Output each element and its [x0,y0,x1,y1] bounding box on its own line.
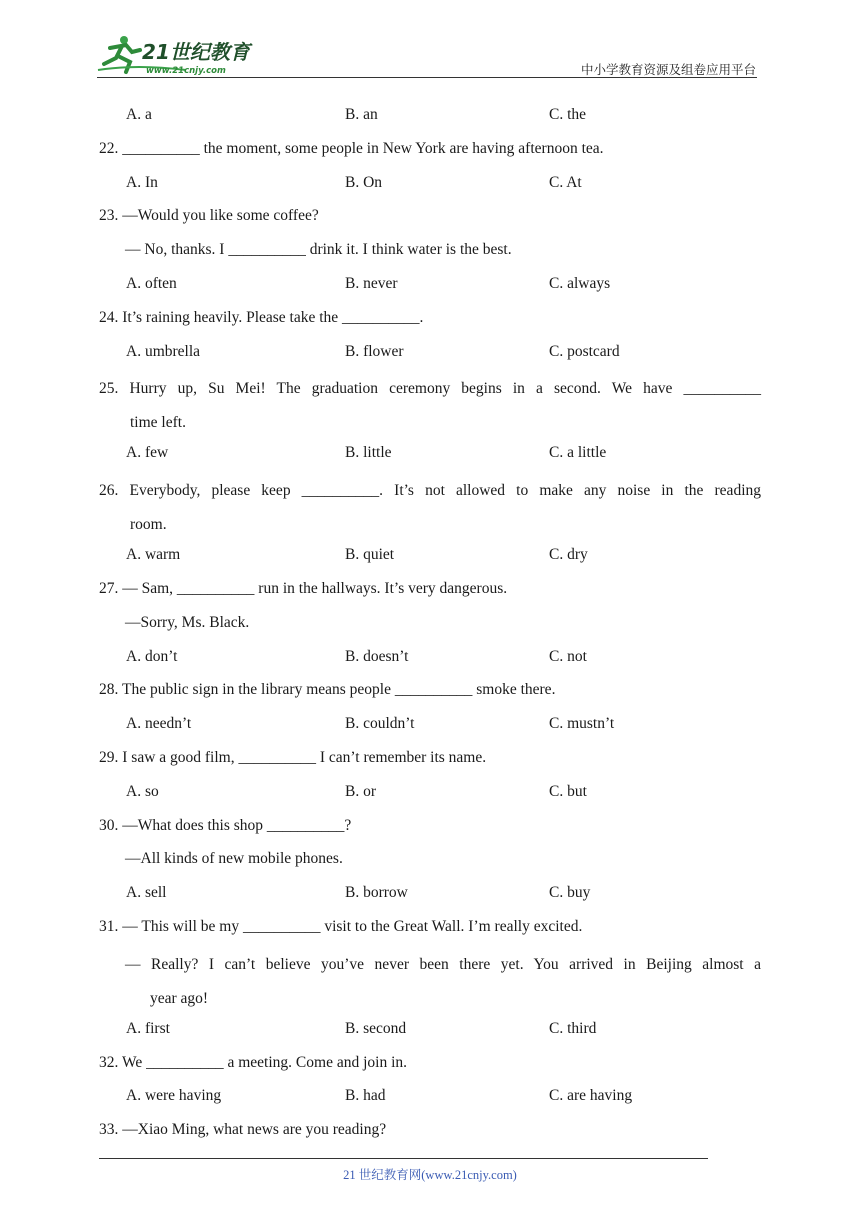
header-tagline: 中小学教育资源及组卷应用平台 [580,62,756,77]
option-a[interactable]: A. so [126,782,159,800]
question-line: — Really? I can’t believe you’ve never been there yet. You arrived in Beijing almost a [125,955,761,973]
option-row [99,271,761,305]
option-c[interactable]: C. always [549,274,611,292]
option-b[interactable]: B. or [345,782,376,800]
question-text: 22. __________ the moment, some people in New York are having afternoon tea. [99,139,604,157]
option-row [99,542,761,576]
option-a[interactable]: A. needn’t [126,715,192,733]
question-text: 31. — This will be my __________ visit to the Great Wall. I’m really excited. [99,917,583,935]
question-text: 30. —What does this shop __________? [99,816,352,834]
option-a[interactable]: A. warm [126,546,181,564]
option-c[interactable]: C. buy [549,884,591,902]
option-b[interactable]: B. had [345,1087,386,1105]
option-a[interactable]: A. a [126,106,152,123]
option-row [99,102,761,136]
option-a[interactable]: A. few [126,444,169,462]
option-b[interactable]: B. On [345,173,383,191]
question-list [99,102,761,1151]
question-text: 23. —Would you like some coffee? [99,207,319,225]
question-text: 27. — Sam, __________ run in the hallways. It’s very dangerous. [99,579,508,597]
option-c[interactable]: C. but [549,782,587,800]
question-text: 32. We __________ a meeting. Come and join in. [99,1053,407,1071]
option-c[interactable]: C. third [549,1019,597,1037]
option-b[interactable]: B. never [345,274,398,292]
question-line: 25. Hurry up, Su Mei! The graduation ceremony begins in a second. We have __________ [99,380,761,398]
option-b[interactable]: B. borrow [345,884,408,902]
option-b[interactable]: B. flower [345,342,404,360]
question-text: 33. —Xiao Ming, what news are you reading? [99,1121,387,1139]
option-row [99,1016,761,1050]
footer-divider [99,1158,708,1159]
option-b[interactable]: B. little [345,444,392,462]
option-c[interactable]: C. dry [549,546,588,564]
site-logo [96,34,266,78]
option-row [99,779,761,813]
option-c[interactable]: C. a little [549,444,607,462]
question-line-continued: room. [130,516,167,534]
option-c[interactable]: C. mustn’t [549,715,615,733]
question-text: 28. The public sign in the library means people __________ smoke there. [99,681,556,699]
question-line: 26. Everybody, please keep __________. It’s not allowed to make any noise in the reading [99,482,761,500]
option-b[interactable]: B. second [345,1019,407,1037]
option-row [99,880,761,914]
option-row [99,711,761,745]
question-text [99,948,761,1016]
reply-text: —All kinds of new mobile phones. [125,850,343,868]
option-a[interactable]: A. often [126,274,177,292]
header-divider [97,77,757,78]
question-text [99,474,761,542]
option-b[interactable]: B. couldn’t [345,715,415,733]
option-c[interactable]: C. not [549,647,587,665]
option-a[interactable]: A. don’t [126,647,178,665]
logo-url: www.21cnjy.com [146,66,226,76]
option-a[interactable]: A. sell [126,884,167,902]
question-line-continued: year ago! [150,989,209,1007]
option-b[interactable]: B. quiet [345,546,395,564]
reply-text: — No, thanks. I __________ drink it. I think water is the best. [125,241,512,259]
option-c[interactable]: C. postcard [549,342,620,360]
option-a[interactable]: A. first [126,1019,170,1037]
question-text [99,372,761,440]
option-a[interactable]: A. were having [126,1087,222,1105]
option-row [99,339,761,373]
question-line-continued: time left. [130,414,186,432]
option-row [99,170,761,204]
option-row [99,440,761,474]
option-a[interactable]: A. In [126,173,158,191]
option-b[interactable]: B. doesn’t [345,647,409,665]
option-c[interactable]: C. are having [549,1087,633,1105]
option-c[interactable]: C. At [549,173,582,191]
logo-text: 21世纪教育 [142,40,250,64]
reply-text: —Sorry, Ms. Black. [125,613,250,631]
question-text: 29. I saw a good film, __________ I can’t remember its name. [99,748,487,766]
question-text: 24. It’s raining heavily. Please take the __________. [99,308,424,326]
footer-link[interactable]: 21 世纪教育网(www.21cnjy.com) [343,1168,517,1182]
option-a[interactable]: A. umbrella [126,342,201,360]
option-row [99,644,761,678]
option-c[interactable]: C. the [549,106,587,123]
option-row [99,1083,761,1117]
option-b[interactable]: B. an [345,106,378,123]
